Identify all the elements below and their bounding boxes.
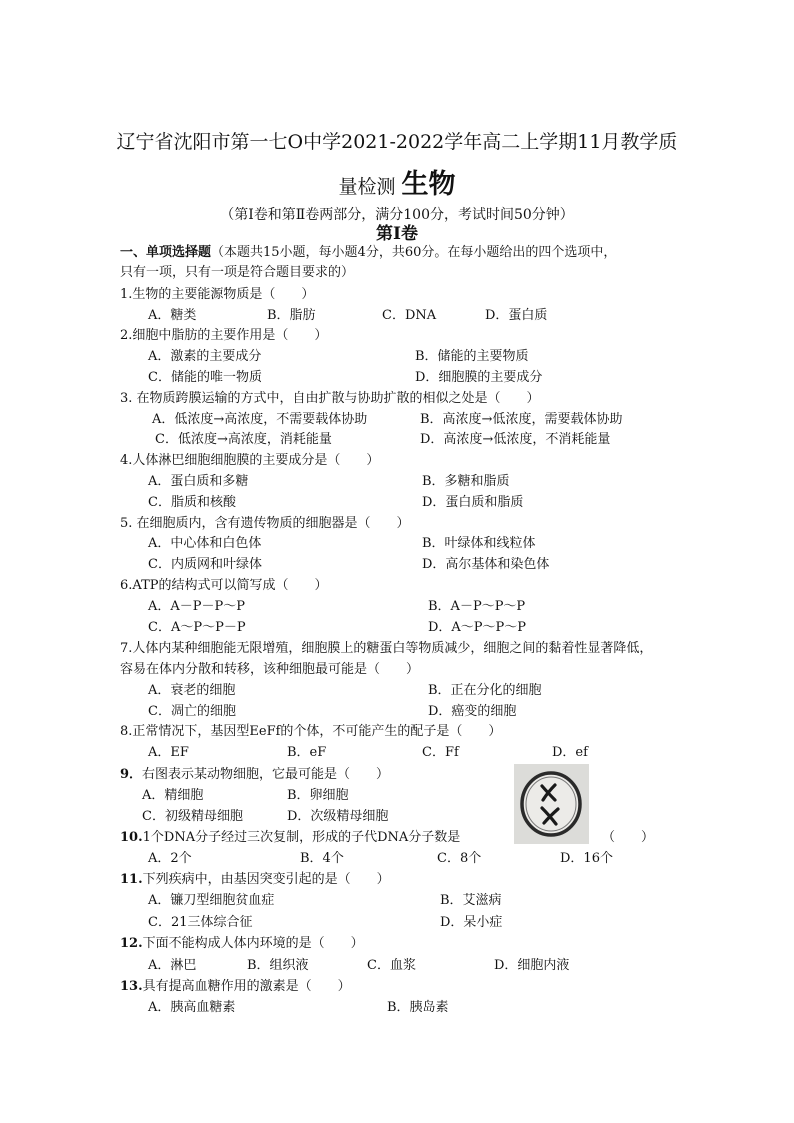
option-d: D．蛋白质和脂质 [422, 495, 524, 510]
exam-title-tail: 量检测 [338, 176, 396, 198]
option-d: D．ef [552, 745, 588, 760]
answer-paren: （ ） [602, 830, 655, 845]
option-d: D．细胞膜的主要成分 [415, 370, 543, 385]
question-text: 下面不能构成人体内环境的是（ ） [142, 936, 364, 951]
question-stem: 5. 在细胞质内，含有遗传物质的细胞器是（ ） [120, 516, 410, 531]
option-b: B．A－P～P～P [428, 599, 526, 614]
question-stem: 4.人体淋巴细胞细胞膜的主要成分是（ ） [120, 453, 380, 468]
question-stem [120, 935, 364, 953]
subject-name: 生物 [401, 169, 456, 200]
option-a: A．A－P－P～P [148, 599, 246, 614]
option-b: B．叶绿体和线粒体 [422, 536, 536, 551]
question-number: 11. [120, 872, 143, 887]
question-stem-line-2: 容易在体内分散和转移，该种细胞最可能是（ ） [120, 662, 420, 677]
option-a: A．糖类 [148, 308, 197, 323]
option-c: C．21三体综合征 [148, 915, 253, 930]
question-stem: 6.ATP的结构式可以简写成（ ） [120, 578, 328, 593]
option-b: B．艾滋病 [440, 893, 502, 908]
question-text: 1个DNA分子经过三次复制，形成的子代DNA分子数是 [142, 830, 461, 845]
option-b: B．卵细胞 [287, 788, 349, 803]
section-instruction-line-1 [120, 244, 616, 262]
option-b: B．高浓度→低浓度，需要载体协助 [420, 412, 623, 427]
section-instruction-line-2: 只有一项，只有一项是符合题目要求的） [120, 265, 355, 280]
exam-title-line-1: 辽宁省沈阳市第一七O中学2021-2022学年高二上学期11月教学质 [116, 131, 678, 153]
option-d: D．次级精母细胞 [287, 809, 389, 824]
question-stem: 2.细胞中脂肪的主要作用是（ ） [120, 328, 328, 343]
option-c: C．脂质和核酸 [148, 495, 236, 510]
option-b: B．eF [287, 745, 327, 760]
option-c: C．内质网和叶绿体 [148, 557, 262, 572]
option-d: D．呆小症 [440, 915, 503, 930]
option-c: C．A～P～P－P [148, 620, 246, 635]
option-a: A．蛋白质和多糖 [148, 474, 249, 489]
exam-title-line-2 [0, 162, 794, 201]
cell-diagram-icon [514, 764, 589, 844]
cell-figure-image [514, 764, 589, 844]
question-number: 9． [120, 767, 143, 782]
option-b: B．胰岛素 [387, 1000, 449, 1015]
option-a: A．精细胞 [142, 788, 204, 803]
option-c: C．储能的唯一物质 [148, 370, 262, 385]
option-a: A．低浓度→高浓度，不需要载体协助 [152, 412, 368, 427]
question-stem [120, 978, 351, 996]
option-a: A．衰老的细胞 [148, 683, 236, 698]
option-a: A．激素的主要成分 [148, 349, 262, 364]
option-d: D．癌变的细胞 [428, 704, 517, 719]
option-d: D．高浓度→低浓度，不消耗能量 [420, 432, 611, 447]
option-a: A．中心体和白色体 [148, 536, 262, 551]
option-a: A．镰刀型细胞贫血症 [148, 893, 275, 908]
question-stem: 1.生物的主要能源物质是（ ） [120, 287, 315, 302]
option-c: C．Ff [422, 745, 459, 760]
option-c: C．初级精母细胞 [142, 809, 243, 824]
question-text: 右图表示某动物细胞，它最可能是（ ） [142, 767, 390, 782]
option-a: A．EF [148, 745, 189, 760]
option-b: B．正在分化的细胞 [428, 683, 542, 698]
question-number: 12. [120, 936, 143, 951]
option-b: B．4个 [300, 851, 344, 866]
option-b: B．多糖和脂质 [422, 474, 510, 489]
option-d: D．高尔基体和染色体 [422, 557, 550, 572]
option-c: C．低浓度→高浓度，消耗能量 [155, 432, 332, 447]
question-stem: 8.正常情况下，基因型EeFf的个体，不可能产生的配子是（ ） [120, 724, 502, 739]
option-d: D．16个 [560, 851, 613, 866]
option-d: D．蛋白质 [485, 308, 548, 323]
option-c: C．血浆 [367, 958, 416, 973]
volume-heading: 第Ⅰ卷 [376, 224, 418, 244]
option-b: B．组织液 [247, 958, 309, 973]
option-c: C．8个 [437, 851, 482, 866]
option-b: B．脂肪 [267, 308, 316, 323]
option-c: C．DNA [382, 308, 437, 323]
option-a: A．淋巴 [148, 958, 197, 973]
question-number: 13. [120, 979, 143, 994]
question-stem: 3. 在物质跨膜运输的方式中，自由扩散与协助扩散的相似之处是（ ） [120, 391, 540, 406]
option-b: B．储能的主要物质 [415, 349, 529, 364]
question-stem [120, 871, 390, 889]
option-d: D．细胞内液 [494, 958, 570, 973]
section-heading: 一、单项选择题 [120, 245, 212, 260]
question-text: 具有提高血糖作用的激素是（ ） [142, 979, 351, 994]
question-stem-line-1: 7.人体内某种细胞能无限增殖，细胞膜上的糖蛋白等物质减少，细胞之间的黏着性显著降低， [120, 641, 653, 656]
section-instruction-text: （本题共15小题，每小题4分，共60分。在每小题给出的四个选项中， [211, 245, 617, 260]
exam-subtitle: （第Ⅰ卷和第Ⅱ卷两部分，满分100分，考试时间50分钟） [220, 207, 574, 223]
option-c: C．凋亡的细胞 [148, 704, 236, 719]
option-a: A．胰高血糖素 [148, 1000, 236, 1015]
question-stem [120, 766, 389, 784]
option-d: D．A～P～P～P [428, 620, 527, 635]
question-number: 10. [120, 830, 143, 845]
question-stem [120, 829, 460, 847]
question-text: 下列疾病中，由基因突变引起的是（ ） [142, 872, 390, 887]
option-a: A．2个 [148, 851, 192, 866]
